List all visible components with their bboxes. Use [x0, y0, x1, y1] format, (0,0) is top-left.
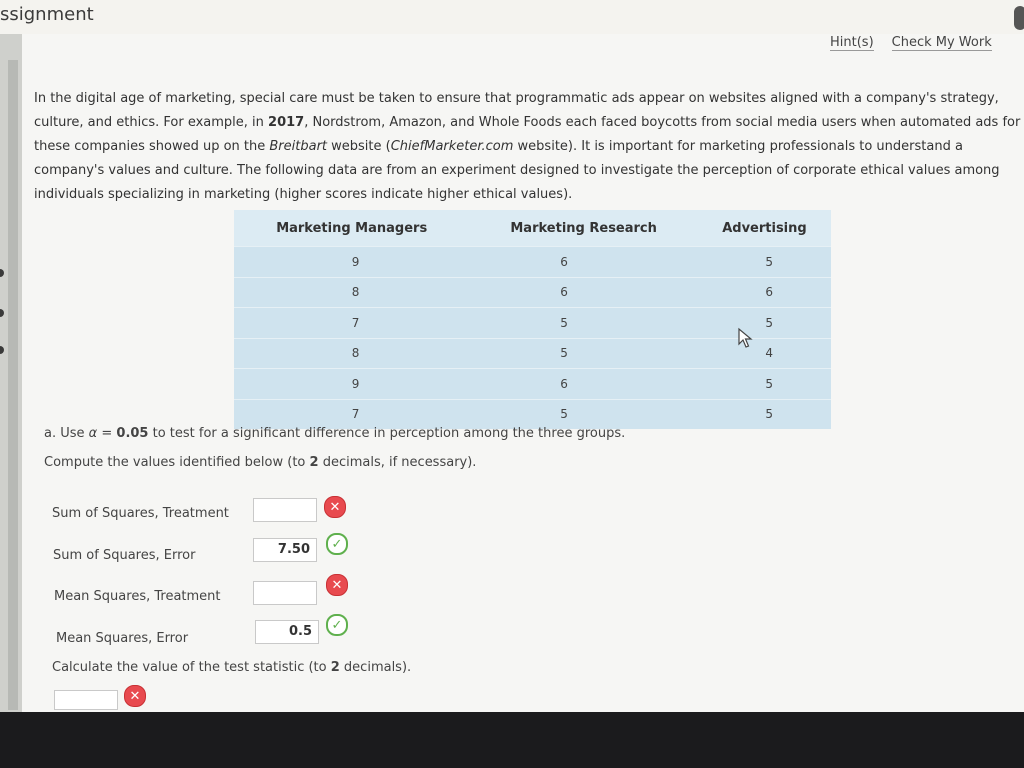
incorrect-icon: ✕: [324, 496, 346, 518]
intro-site: ChiefMarketer.com: [390, 139, 514, 154]
mse-label: Mean Squares, Error: [56, 631, 189, 646]
compute-text: decimals, if necessary).: [318, 455, 477, 470]
table-cell: 5: [698, 369, 831, 400]
test-text: Calculate the value of the test statistic (to: [52, 660, 331, 675]
sse-input[interactable]: 7.50: [253, 538, 317, 562]
title-dot-icon: [1014, 6, 1024, 30]
column-header: Marketing Managers: [234, 210, 469, 247]
column-header: Advertising: [698, 210, 831, 247]
table-cell: 8: [234, 338, 469, 369]
intro-text: In the digital age of marketing, special care must be taken to ensure that programmatic ads appear on websites aligned with a company's strategy, culture, and ethics. For example, in: [34, 91, 999, 130]
data-table: [234, 210, 831, 429]
part-a-text: to test for a significant difference in perception among the three groups.: [148, 426, 626, 441]
notch-icon: [0, 346, 4, 354]
table-cell: 5: [469, 338, 698, 369]
table-cell: 6: [698, 277, 831, 308]
compute-decimals: 2: [309, 455, 319, 470]
test-text: decimals).: [339, 660, 412, 675]
notch-icon: [0, 309, 4, 317]
table-cell: 9: [234, 369, 469, 400]
sidebar-strip: [8, 60, 18, 710]
incorrect-icon: ✕: [326, 574, 348, 596]
table-row: [234, 399, 831, 429]
alpha-value: 0.05: [116, 426, 149, 441]
intro-text: website (: [327, 139, 391, 154]
table-row: [234, 277, 831, 308]
table-cell: 6: [469, 277, 698, 308]
header-links: [830, 36, 992, 51]
hints-link[interactable]: Hint(s): [830, 35, 874, 50]
table-cell: 5: [698, 308, 831, 339]
test-statistic-input[interactable]: [54, 690, 118, 710]
title-bar: [0, 0, 1024, 35]
left-sidebar: [0, 34, 22, 712]
table-cell: 5: [698, 399, 831, 429]
mouse-cursor-icon: [738, 328, 754, 350]
intro-text: website). It is important for marketing professionals to understand a company's values and culture. The following data are from an experiment designed to investigate the perception of corporate ethical values among individuals specializing in marketing (higher scores indicate higher ethical values).: [34, 139, 1000, 202]
table-cell: 5: [469, 308, 698, 339]
table-row: [234, 247, 831, 278]
mst-label: Mean Squares, Treatment: [54, 589, 221, 604]
table-cell: 8: [234, 277, 469, 308]
problem-intro: [34, 87, 1024, 207]
incorrect-icon: ✕: [124, 685, 146, 707]
intro-site: Breitbart: [269, 139, 328, 154]
table-cell: 5: [469, 399, 698, 429]
window-title: ssignment: [0, 4, 94, 25]
mse-input[interactable]: 0.5: [255, 620, 319, 644]
table-cell: 6: [469, 247, 698, 278]
compute-instruction: [44, 455, 476, 470]
part-a-text: a. Use: [44, 426, 89, 441]
column-header: Marketing Research: [469, 210, 698, 247]
intro-text: , Nordstrom, Amazon, and Whole Foods each faced boycotts from social media users when automated ads for these companies showed up on the: [34, 115, 1021, 154]
notch-icon: [0, 269, 4, 277]
table-cell: 5: [698, 247, 831, 278]
table-cell: 7: [234, 399, 469, 429]
part-a-question: [44, 426, 625, 441]
correct-icon: ✓: [326, 614, 348, 636]
sst-input[interactable]: [253, 498, 317, 522]
compute-text: Compute the values identified below (to: [44, 455, 310, 470]
intro-year: 2017: [268, 115, 305, 130]
alpha-symbol: α: [88, 426, 98, 441]
table-cell: 4: [698, 338, 831, 369]
test-statistic-instruction: [52, 660, 411, 675]
equals-sign: =: [97, 426, 117, 441]
table-row: [234, 369, 831, 400]
sse-label: Sum of Squares, Error: [53, 548, 196, 563]
mst-input[interactable]: [253, 581, 317, 605]
table-cell: 9: [234, 247, 469, 278]
table-cell: 6: [469, 369, 698, 400]
correct-icon: ✓: [326, 533, 348, 555]
desk-bezel: [0, 712, 1024, 768]
sst-label: Sum of Squares, Treatment: [52, 506, 229, 521]
test-decimals: 2: [330, 660, 340, 675]
table-cell: 7: [234, 308, 469, 339]
check-my-work-link[interactable]: Check My Work: [891, 35, 992, 50]
